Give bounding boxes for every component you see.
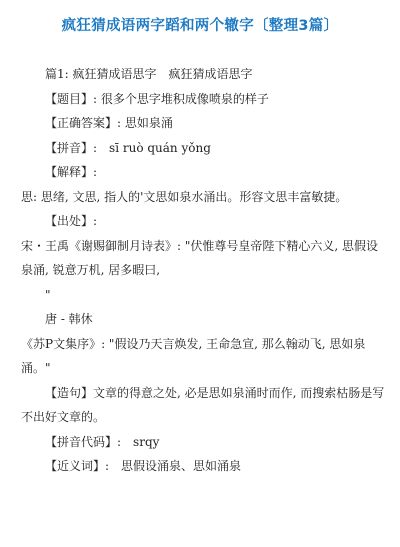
source-text: 宋・王禹《谢赐御制月诗表》: "伏惟尊号皇帝陛下精心六义, 思假设泉涌, 锐意万机, 居多暇曰,	[21, 238, 379, 277]
question-line: 【题目】: 很多个思字堆积成像喷泉的样子	[45, 91, 269, 106]
answer-line: 【正确答案】: 思如泉涌	[45, 116, 173, 130]
chapter-heading: 篇1: 疯狂猜成语思字 疯狂猜成语思字	[45, 67, 253, 81]
synonyms-line: 【近义词】: 思假设涌泉、思如涌泉	[45, 459, 242, 473]
pinyin-code-line: 【拼音代码】: srqy	[45, 434, 160, 449]
page-title: 疯狂猜成语两字蹈和两个辙字〔整理3篇〕	[61, 18, 339, 34]
source-close-quote: "	[45, 287, 51, 302]
example-sentence: 【造句】文章的得意之处, 必是思如泉涌时而作, 而搜索枯肠是写不出好文章的。	[21, 385, 385, 424]
explanation-text: 思: 思绪, 文思, 指人的'文思如泉水涌出。形容文思丰富敏捷。	[21, 189, 348, 204]
source-author: 唐 - 韩休	[45, 312, 93, 326]
explanation-label: 【解释】:	[45, 165, 98, 179]
source-text-2: 《苏P文集序》: "假设乃天言焕发, 王命急宣, 那么翰动飞, 思如泉涌。"	[21, 336, 366, 375]
article-body	[21, 62, 389, 479]
pinyin-line: 【拼音】: sī ruò quán yǒng	[45, 140, 211, 155]
source-label: 【出处】:	[45, 214, 98, 228]
